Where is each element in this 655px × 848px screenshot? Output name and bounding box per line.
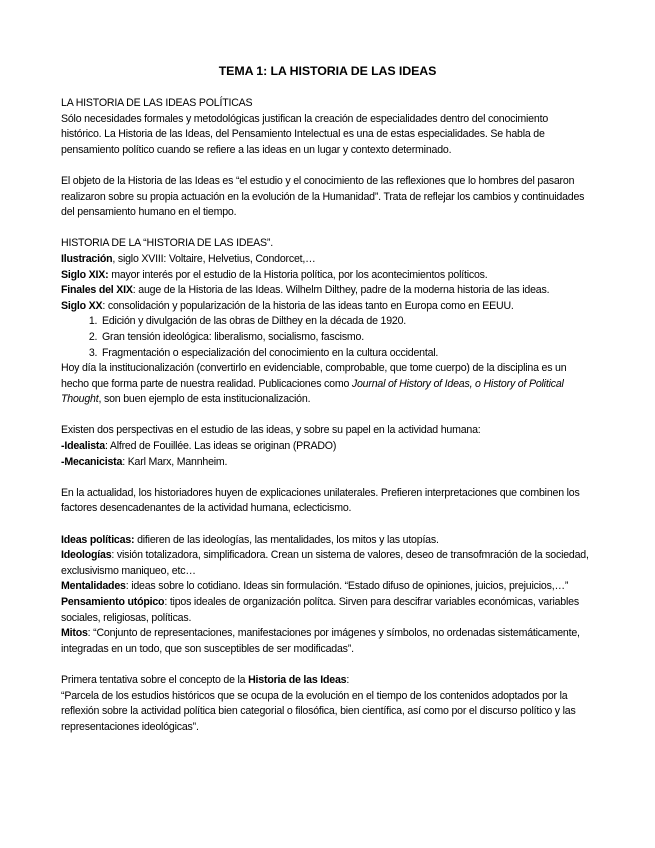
paragraph-actualidad: En la actualidad, los historiadores huyen de explicaciones unilaterales. Prefieren interpretaciones que combinen los factores desencadenantes de la actividad humana, eclecticismo.: [61, 486, 580, 515]
paragraph-perspectivas: Existen dos perspectivas en el estudio de las ideas, y sobre su papel en la actividad humana:: [61, 424, 481, 437]
label-mecanicista: -Mecanicista: [61, 455, 123, 468]
paragraph-definicion: “Parcela de los estudios históricos que se ocupa de la evolución en el tiempo de los contenidos adoptados por la reflexión sobre la actividad política bien categorial o filosófica, bien científica, así como por el discurso político y las representaciones ideológicas”.: [61, 689, 576, 733]
list-item: 2. Gran tensión ideológica: liberalismo, socialismo, fascismo.: [100, 330, 591, 346]
paragraph-siglo-xx: Siglo XX: consolidación y popularización de la historia de las ideas tanto en Europa como en EEUU.: [61, 299, 514, 312]
paragraph-idealista: -Idealista: Alfred de Fouillée. Las ideas se originan (PRADO): [61, 440, 337, 453]
label-pensamiento-utopico: Pensamiento utópico: [61, 596, 165, 608]
label-siglo-xix: Siglo XIX:: [61, 268, 109, 281]
section-heading-historia: HISTORIA DE LA “HISTORIA DE LAS IDEAS”.: [61, 237, 273, 250]
label-siglo-xx: Siglo XX: [61, 299, 103, 312]
paragraph-especialidades: Sólo necesidades formales y metodológicas justifican la creación de especialidades dentro del conocimiento histórico. La Historia de las Ideas, del Pensamiento Intelectual es una de estas especialidades. Se habla de pensamiento político cuando se refiere a las ideas en un lugar y contexto determinado.: [61, 112, 549, 156]
paragraph-pensamiento-utopico: Pensamiento utópico: tipos ideales de organización polítca. Sirven para descifrar variables económicas, variables sociales, religiosas, políticas.: [61, 596, 579, 624]
label-ideas-politicas: Ideas políticas:: [61, 533, 135, 546]
list-item: 1. Edición y divulgación de las obras de Dilthey en la década de 1920.: [100, 314, 591, 330]
paragraph-primera-tentativa: Primera tentativa sobre el concepto de la Historia de las Ideas:: [61, 673, 350, 686]
paragraph-ideologias: Ideologías: visión totalizadora, simplificadora. Crean un sistema de valores, deseo de transofmración de la sociedad, exclusivismo maniqueo, etc…: [61, 549, 589, 577]
paragraph-finales-xix: Finales del XIX: auge de la Historia de las Ideas. Wilhelm Dilthey, padre de la moderna historia de las ideas.: [61, 284, 550, 297]
numbered-list: [61, 314, 591, 361]
journal-title: Journal of History of Ideas: [351, 377, 470, 390]
document-title: TEMA 1: LA HISTORIA DE LAS IDEAS: [218, 64, 437, 78]
paragraph-objeto: El objeto de la Historia de las Ideas es “el estudio y el conocimiento de las reflexiones que lo hombres del pasaron realizaron sobre su propia actuación en la evolución de la Humanidad”. Trata de reflejar los cambios y continuidades del pensamiento humano en el tiempo.: [61, 174, 585, 219]
label-historia-ideas: Historia de las Ideas: [248, 673, 347, 686]
paragraph-ideas-politicas: Ideas políticas: difieren de las ideologías, las mentalidades, los mitos y las utopías.: [61, 533, 439, 546]
label-ideologias: Ideologías: [61, 549, 112, 562]
label-ilustracion: Ilustración: [61, 252, 113, 265]
list-item: 3. Fragmentación o especialización del conocimiento en la cultura occidental.: [100, 346, 591, 362]
paragraph-mentalidades: Mentalidades: ideas sobre lo cotidiano. Ideas sin formulación. “Estado difuso de opiniones, juicios, prejuicios,…”: [61, 580, 569, 593]
paragraph-mecanicista: -Mecanicista: Karl Marx, Mannheim.: [61, 455, 228, 468]
paragraph-mitos: Mitos: “Conjunto de representaciones, manifestaciones por imágenes y símbolos, no ordenadas sistemáticamente, integradas en un todo, que son susceptibles de ser modificadas”.: [61, 627, 580, 655]
label-mentalidades: Mentalidades: [61, 580, 126, 593]
label-mitos: Mitos: [61, 627, 88, 640]
label-idealista: -Idealista: [61, 440, 105, 453]
paragraph-ilustracion: Ilustración, siglo XVIII: Voltaire, Helvetius, Condorcet,…: [61, 252, 316, 265]
paragraph-siglo-xix: Siglo XIX: mayor interés por el estudio de la Historia política, por los acontecimientos políticos.: [61, 268, 488, 281]
label-finales-xix: Finales del XIX: [61, 284, 133, 297]
section-heading-ideas-politicas: LA HISTORIA DE LAS IDEAS POLÍTICAS: [61, 97, 253, 109]
paragraph-institucionalizacion: Hoy día la institucionalización (convertirlo en evidenciable, comprobable, que tome cuerpo) de la disciplina es un hecho que forma parte de nuestra realidad. Publicaciones como Journal of History of Ideas, o History of Political Thought, son buen ejemplo de esta institucionalización.: [61, 362, 567, 406]
journal-title: History of Political Thought: [61, 377, 564, 406]
document-body: [61, 96, 591, 735]
